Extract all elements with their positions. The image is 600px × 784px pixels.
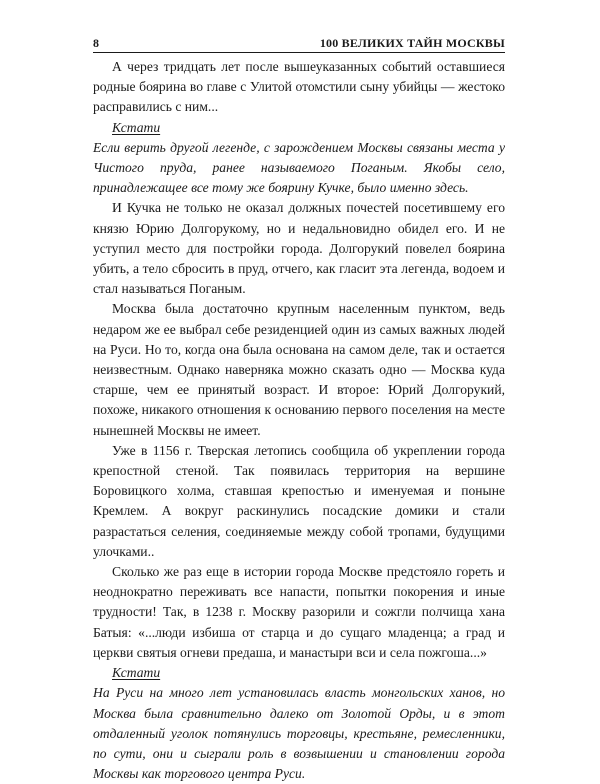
page-number: 8 [93,36,100,50]
aside-label: Кстати [112,119,161,135]
paragraph: Москва была достаточно крупным населенным пунктом, ведь недаром же ее выбрал себе резиденцией один из самых важных людей на Руси. Но то, когда она была основана на самом деле, так и остается неизвестным. Однако наверняка можно сказать одно — Москва куда старше, чем ее принятый возраст. И второе: Юрий Долгорукий, похоже, никакого отношения к основанию первого поселения на месте нынешней Москвы не имеет. [93,301,505,438]
paragraph: А через тридцать лет после вышеуказанных событий оставшиеся родные боярина во главе с Улитой отомстили сыну убийцы — жестоко расправились с ним... [93,59,505,115]
page-header [93,36,505,53]
aside-text: На Руси на много лет установилась власть монгольских ханов, но Москва была сравнительно далеко от Золотой Орды, и в этот отдаленный уголок потянулись торговцы, крестьяне, ремесленники, по сути, они и сыграли роль в возвышении и становлении города Москвы как торгового центра Руси. [93,685,505,782]
page-body [93,57,505,784]
paragraph: Сколько же раз еще в истории города Москве предстояло гореть и неоднократно переживать все напасти, попытки покорения и иные трудности! Так, в 1238 г. Москву разорили и сожгли полчища хана Батыя: «...люди избиша от старца и до сущаго младенца; а град и церкви святыя огневи предаша, и манастыри вси и села пожгоша...» [93,564,505,660]
paragraph: И Кучка не только не оказал должных почестей посетившему его князю Юрию Долгорукому, но и недальновидно обидел его. И не уступил место для постройки города. Долгорукий повелел боярина убить, а тело сбросить в пруд, отчего, как гласит эта легенда, водоем и стал называться Поганым. [93,200,505,297]
running-title: 100 ВЕЛИКИХ ТАЙН МОСКВЫ [319,36,505,50]
paragraph: Уже в 1156 г. Тверская летопись сообщила об укреплении города крепостной стеной. Так появилась территория на вершине Боровицкого холма, ставшая крепостью и именуемая и поныне Кремлем. А вокруг раскинулись посадские домики и стали разрастаться селения, соединяемые между собой тропами, будущими улочками.. [93,442,505,559]
aside-text: Если верить другой легенде, с зарождением Москвы связаны места у Чистого пруда, ранее называемого Поганым. Якобы село, принадлежащее все тому же боярину Кучке, было именно здесь. [93,139,505,196]
aside-label: Кстати [112,665,161,681]
